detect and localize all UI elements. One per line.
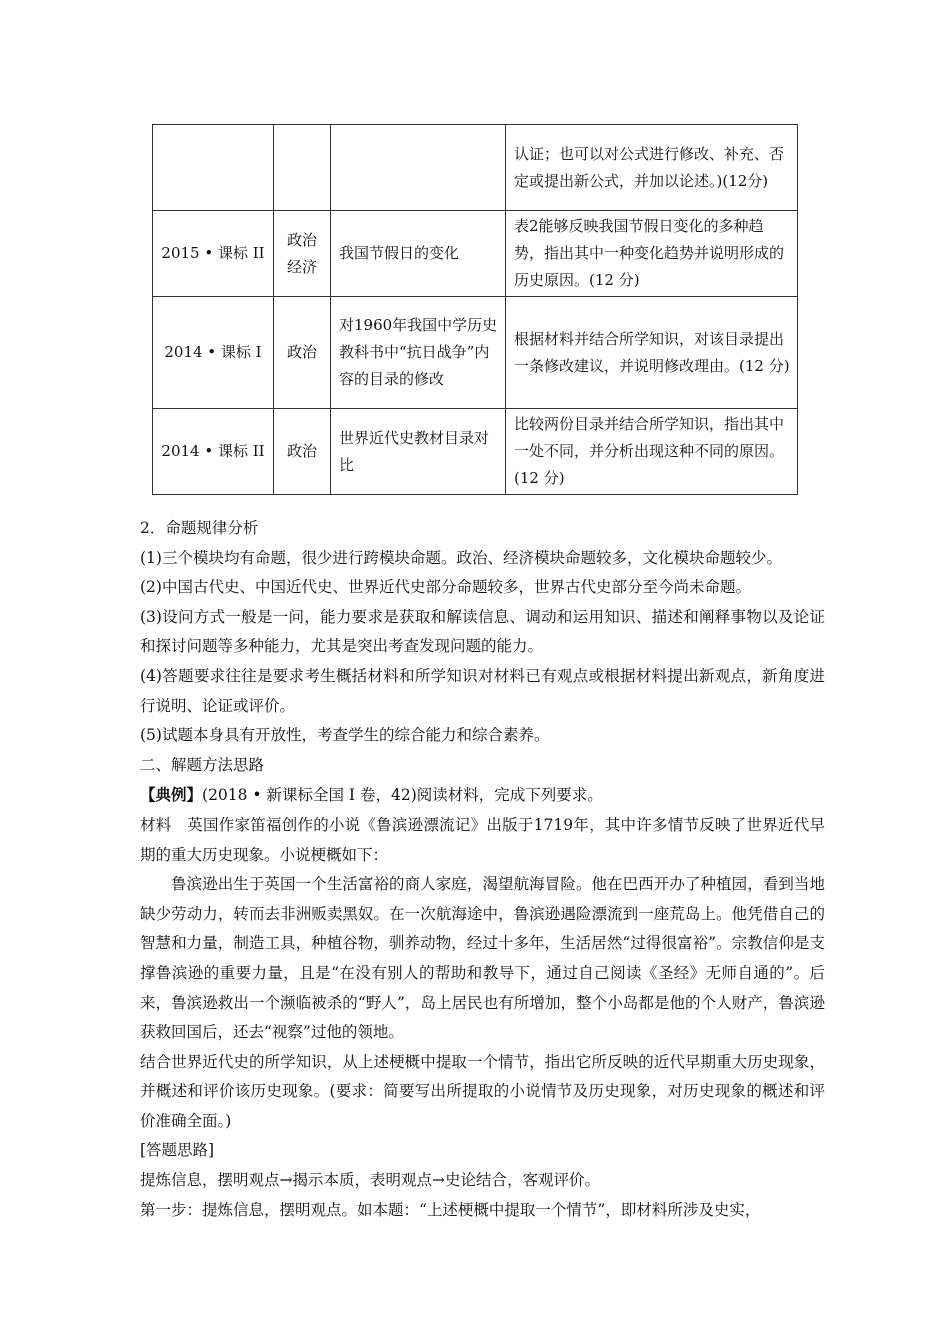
year-cell: 2014 • 课标 II [153,409,274,495]
example-text: (2018 • 新课标全国 I 卷，42)阅读材料，完成下列要求。 [202,786,603,805]
table-row [153,409,798,495]
example-line [140,780,825,811]
analysis-item-4: (4)答题要求往往是要求考生概括材料和所学知识对材料已有观点或根据材料提出新观点，新角度进行说明、论证或评价。 [140,666,825,715]
module-cell [274,125,331,211]
example-label: 【典例】 [140,785,203,805]
task-text: 结合世界近代史的所学知识，从上述梗概中提取一个情节，指出它所反映的近代早期重大历史现象，并概述和评价该历史现象。(要求：简要写出所提取的小说情节及历史现象，对历史现象的概述和评价准确全面。) [140,1052,825,1130]
topic-cell: 对1960年我国中学历史教科书中“抗日战争”内容的目录的修改 [331,297,506,409]
year-cell: 2014 • 课标 I [153,297,274,409]
analysis-item-5: (5)试题本身具有开放性，考查学生的综合能力和综合素养。 [140,726,550,745]
analysis-heading: 2．命题规律分析 [140,519,259,537]
analysis-item-1: (1)三个模块均有命题，很少进行跨模块命题。政治、经济模块命题较多，文化模块命题较少。 [140,548,782,567]
topic-cell: 我国节假日的变化 [331,211,506,297]
analysis-item-2: (2)中国古代史、中国近代史、世界近代史部分命题较多，世界古代史部分至今尚未命题。 [140,578,751,597]
module-cell: 政治 [274,297,331,409]
material-body: 鲁滨逊出生于英国一个生活富裕的商人家庭，渴望航海冒险。他在巴西开办了种植园，看到当地缺少劳动力，转而去非洲贩卖黑奴。在一次航海途中，鲁滨逊遇险漂流到一座荒岛上。他凭借自己的智慧和力量，制造工具，种植谷物，驯养动物，经过十多年，生活居然“过得很富裕”。宗教信仰是支撑鲁滨逊的重要力量，且是“在没有别人的帮助和教导下，通过自己阅读《圣经》无师自通的”。后来，鲁滨逊救出一个濒临被杀的“野人”，岛上居民也有所增加，整个小岛都是他的个人财产，鲁滨逊获救回国后，还去“视察”过他的领地。 [140,875,825,1042]
module-cell: 政治 [274,409,331,495]
analysis-item-3: (3)设问方式一般是一问，能力要求是获取和解读信息、调动和运用知识、描述和阐释事物以及论证和探讨问题等多种能力，尤其是突出考查发现问题的能力。 [140,607,825,656]
topic-cell: 世界近代史教材目录对比 [331,409,506,495]
topic-cell [331,125,506,211]
question-cell: 表2能够反映我国节假日变化的多种趋势，指出其中一种变化趋势并说明形成的历史原因。(12 分) [506,211,798,297]
approach-label: [答题思路] [140,1141,215,1160]
table-row [153,297,798,409]
year-cell [153,125,274,211]
year-cell: 2015 • 课标 II [153,211,274,297]
section-heading: 二、解题方法思路 [140,755,265,774]
question-cell: 比较两份目录并结合所学知识，指出其中一处不同，并分析出现这种不同的原因。(12 分) [506,409,798,495]
material-intro: 材料 英国作家笛福创作的小说《鲁滨逊漂流记》出版于1719年，其中许多情节反映了世界近代早期的重大历史现象。小说梗概如下： [140,815,825,864]
table-row [153,211,798,297]
table-row [153,125,798,211]
module-cell: 政治经济 [274,211,331,297]
body-text [140,514,825,1225]
approach-summary: 提炼信息，摆明观点→揭示本质，表明观点→史论结合，客观评价。 [140,1171,600,1190]
question-cell: 认证；也可以对公式进行修改、补充、否定或提出新公式，并加以论述。)(12分) [506,125,798,211]
exam-table [152,124,798,495]
step-one: 第一步：提炼信息，摆明观点。如本题：“上述梗概中提取一个情节”，即材料所涉及史实， [140,1200,761,1219]
question-cell: 根据材料并结合所学知识，对该目录提出一条修改建议，并说明修改理由。(12 分) [506,297,798,409]
